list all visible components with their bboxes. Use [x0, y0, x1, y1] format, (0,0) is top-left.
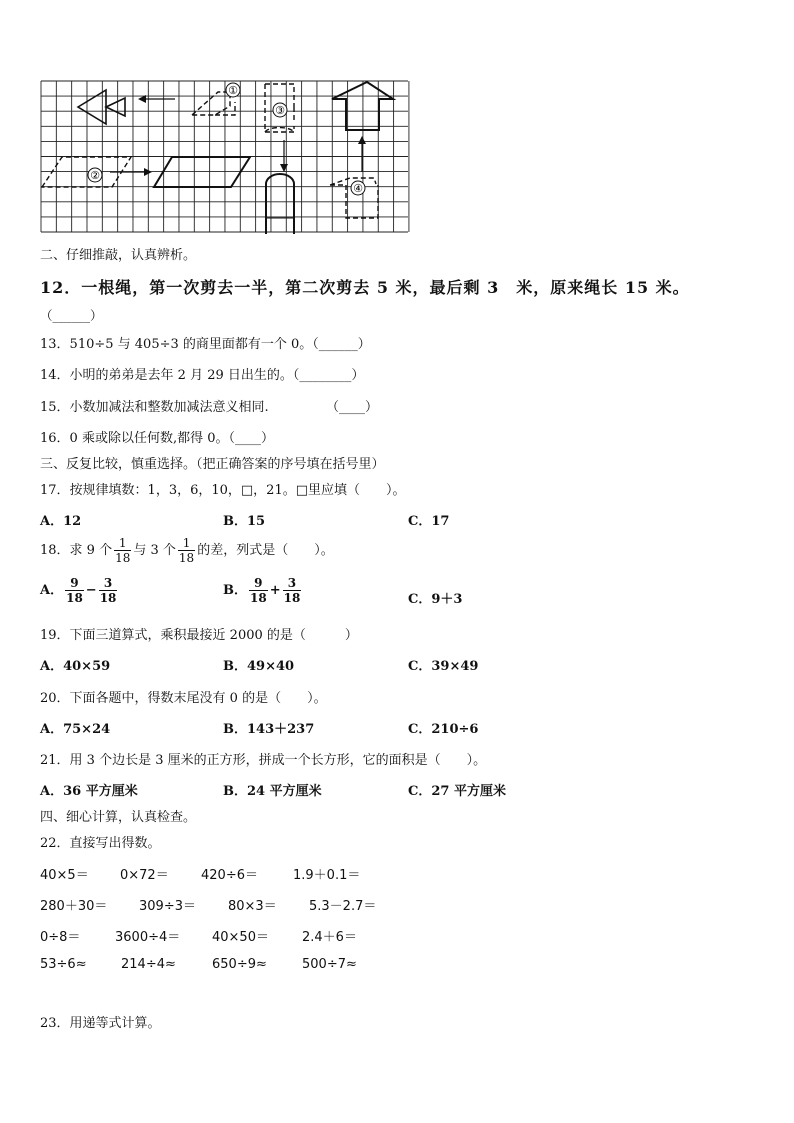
question-18-option-a[interactable]: A． $\frac{9}{18}$ − $\frac{3}{18}$ [40, 576, 117, 605]
circle-label-2: ② [90, 169, 100, 182]
question-15-blank: （____） [326, 400, 379, 415]
question-13-text: 13．510÷5 与 405÷3 的商里面都有一个 0。（______） [40, 337, 371, 352]
left-arrow-shape [78, 90, 106, 124]
calc-item: 280＋30＝ [40, 899, 108, 914]
calc-item: 53÷6≈ [40, 957, 87, 972]
calc-item: 309÷3＝ [139, 899, 196, 914]
section-2-heading: 二、仔细推敲，认真辨析。 [40, 248, 197, 263]
question-23-text: 23．用递等式计算。 [40, 1016, 161, 1031]
calc-item: 40×5＝ [40, 868, 89, 883]
small-triangle-shape [106, 98, 125, 116]
question-20-text: 20．下面各题中，得数末尾没有 0 的是（ ）。 [40, 691, 327, 706]
question-15-text: 15．小数加减法和整数加减法意义相同. [40, 400, 269, 415]
calc-item: 0×72＝ [120, 868, 169, 883]
calc-item: 1.9＋0.1＝ [293, 868, 361, 883]
question-21-option-b[interactable]: B．24 平方厘米 [223, 784, 322, 799]
calc-item: 80×3＝ [228, 899, 277, 914]
question-17-option-c[interactable]: C．17 [408, 514, 450, 529]
fraction: $\frac{1}{18}$ [115, 536, 131, 565]
question-12-blank: （______） [40, 308, 103, 323]
circle-label-1: ① [228, 84, 238, 97]
question-22-text: 22．直接写出得数。 [40, 836, 161, 851]
question-20-option-c[interactable]: C．210÷6 [408, 722, 479, 737]
circle-label-3: ③ [275, 104, 285, 117]
question-19-text: 19．下面三道算式，乘积最接近 2000 的是（ ） [40, 628, 358, 643]
question-20-option-b[interactable]: B．143＋237 [223, 722, 315, 737]
circle-label-4: ④ [353, 182, 363, 195]
calc-item: 3600÷4＝ [115, 930, 181, 945]
calc-item: 420÷6＝ [201, 868, 258, 883]
question-21-option-c[interactable]: C．27 平方厘米 [408, 784, 506, 799]
question-21-text: 21．用 3 个边长是 3 厘米的正方形，拼成一个长方形，它的面积是（ ）。 [40, 753, 487, 768]
arch-shape [266, 174, 294, 234]
calc-item: 500÷7≈ [302, 957, 357, 972]
calc-item: 2.4＋6＝ [302, 930, 357, 945]
calc-item: 5.3－2.7＝ [309, 899, 377, 914]
question-17-option-a[interactable]: A．12 [40, 514, 82, 529]
question-19-option-a[interactable]: A．40×59 [40, 659, 111, 674]
section-4-heading: 四、细心计算，认真检查。 [40, 810, 197, 825]
question-20-option-a[interactable]: A．75×24 [40, 722, 111, 737]
question-14-text: 14．小明的弟弟是去年 2 月 29 日出生的。（________） [40, 368, 365, 383]
question-17-text: 17．按规律填数：1，3，6，10，□，21。□里应填（ ）。 [40, 483, 406, 498]
question-19-option-b[interactable]: B．49×40 [223, 659, 295, 674]
section-3-heading: 三、反复比较，慎重选择。（把正确答案的序号填在括号里） [40, 457, 385, 472]
calc-item: 214÷4≈ [121, 957, 176, 972]
question-19-option-c[interactable]: C．39×49 [408, 659, 479, 674]
question-17-option-b[interactable]: B．15 [223, 514, 266, 529]
question-18-option-c[interactable]: C．9＋3 [408, 592, 463, 607]
calc-item: 650÷9≈ [212, 957, 267, 972]
question-18-text: 18．求 9 个 $\frac{1}{18}$ 与 3 个 $\frac{1}{18}$ 的差，列式是（ ）。 [40, 536, 334, 565]
calc-item: 0÷8＝ [40, 930, 81, 945]
calc-item: 40×50＝ [212, 930, 269, 945]
question-18-option-b[interactable]: B． $\frac{9}{18}$ + $\frac{3}{18}$ [223, 576, 301, 605]
fraction: $\frac{1}{18}$ [178, 536, 195, 565]
question-12-text: 12．一根绳，第一次剪去一半，第二次剪去 5 米，最后剩 3 米，原来绳长 15 米。 [40, 278, 690, 297]
question-21-option-a[interactable]: A．36 平方厘米 [40, 784, 138, 799]
transformation-grid-figure [40, 80, 410, 234]
question-16-text: 16．0 乘或除以任何数,都得 0。（____） [40, 431, 274, 446]
